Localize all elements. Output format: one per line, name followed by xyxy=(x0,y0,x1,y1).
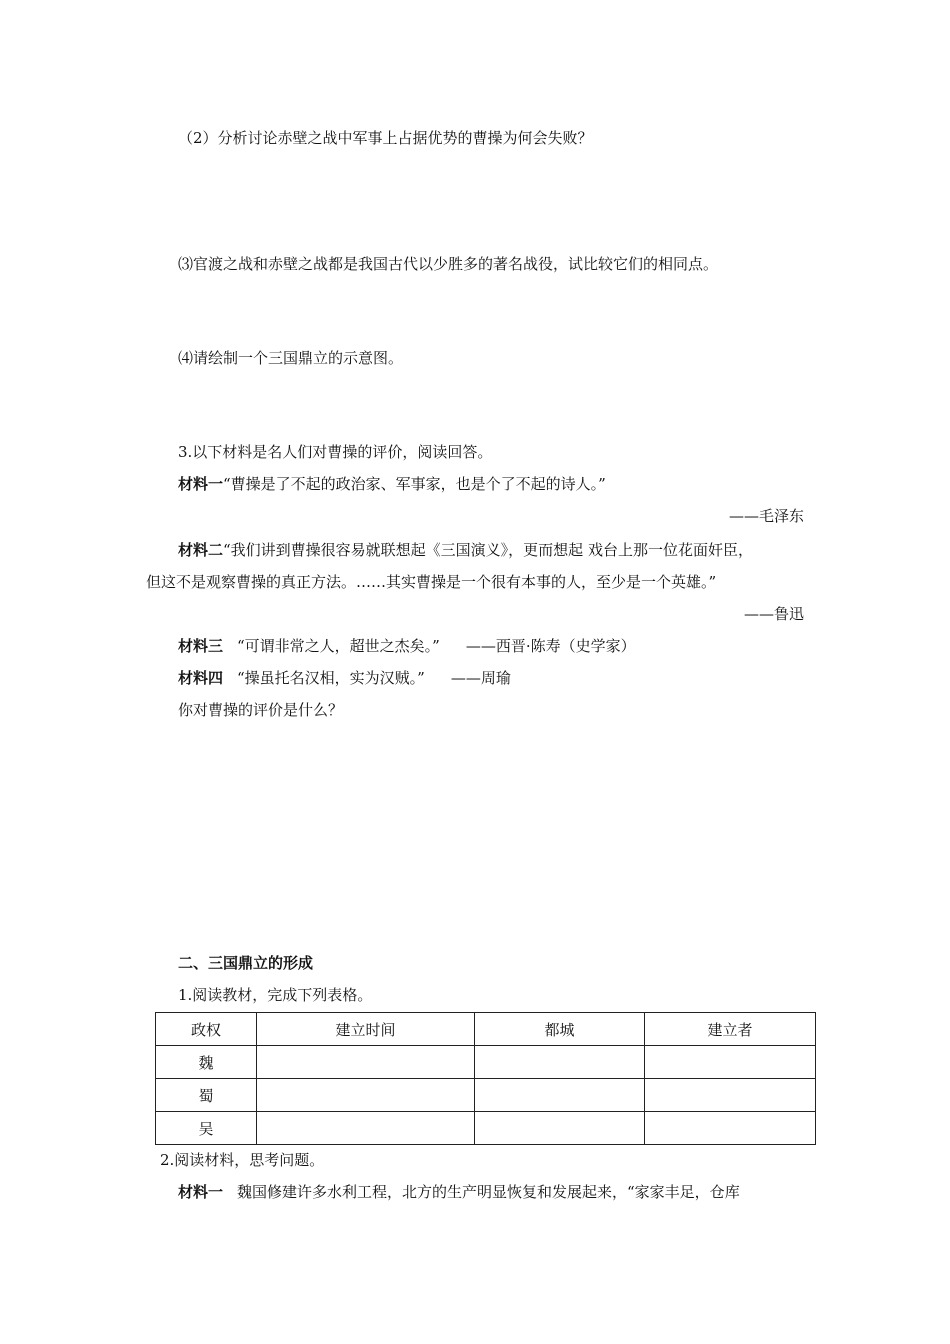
question-4: ⑷请绘制一个三国鼎立的示意图。 xyxy=(178,349,404,367)
material-4-label: 材料四 xyxy=(178,669,224,687)
table-cell-time[interactable] xyxy=(257,1079,475,1112)
material-1-label: 材料一 xyxy=(178,475,224,493)
material-3 xyxy=(178,636,636,656)
section-2-material-1-text: 魏国修建许多水利工程，北方的生产明显恢复和发展起来，“家家丰足，仓库 xyxy=(237,1183,740,1201)
material-2 xyxy=(178,540,753,560)
question-3: ⑶官渡之战和赤壁之战都是我国古代以少胜多的著名战役，试比较它们的相同点。 xyxy=(178,255,719,273)
material-2-label: 材料二 xyxy=(178,541,224,559)
material-2-text-a: “我们讲到曹操很容易就联想起《三国演义》，更而想起 戏台上那一位花面奸臣， xyxy=(223,541,753,559)
table-cell-founder[interactable] xyxy=(645,1079,816,1112)
table-cell-capital[interactable] xyxy=(475,1046,645,1079)
material-2-text-b: 但这不是观察曹操的真正方法。……其实曹操是一个很有本事的人，至少是一个英雄。” xyxy=(146,573,717,591)
table-cell-regime: 魏 xyxy=(156,1046,257,1079)
table-cell-time[interactable] xyxy=(257,1112,475,1145)
section-2-material-1-label: 材料一 xyxy=(178,1183,224,1201)
table-cell-founder[interactable] xyxy=(645,1046,816,1079)
evaluation-question: 你对曹操的评价是什么？ xyxy=(178,701,344,719)
material-2-source: ——鲁迅 xyxy=(743,605,804,623)
material-3-text: “可谓非常之人，超世之杰矣。” xyxy=(237,637,440,655)
material-4-source: ——周瑜 xyxy=(450,669,511,687)
table-cell-regime: 蜀 xyxy=(156,1079,257,1112)
table-header-cell: 都城 xyxy=(475,1013,645,1046)
material-1 xyxy=(178,474,606,494)
table-row xyxy=(156,1046,816,1079)
section-2-item-2: 2.阅读材料，思考问题。 xyxy=(160,1151,325,1169)
table-row xyxy=(156,1112,816,1145)
section-2-material-1 xyxy=(178,1182,740,1202)
table-cell-founder[interactable] xyxy=(645,1112,816,1145)
material-3-label: 材料三 xyxy=(178,637,224,655)
section-2-item-1: 1.阅读教材，完成下列表格。 xyxy=(178,986,373,1004)
three-kingdoms-table xyxy=(155,1012,816,1145)
material-1-text: “曹操是了不起的政治家、军事家，也是个了不起的诗人。” xyxy=(223,475,606,493)
table-cell-capital[interactable] xyxy=(475,1112,645,1145)
table-cell-time[interactable] xyxy=(257,1046,475,1079)
material-1-source: ——毛泽东 xyxy=(728,507,804,525)
material-4-text: “操虽托名汉相，实为汉贼。” xyxy=(237,669,425,687)
table-row xyxy=(156,1079,816,1112)
table-header-cell: 政权 xyxy=(156,1013,257,1046)
material-4 xyxy=(178,668,511,688)
table-header-cell: 建立时间 xyxy=(257,1013,475,1046)
section-2-heading: 二、三国鼎立的形成 xyxy=(178,954,314,972)
question-2: （2）分析讨论赤壁之战中军事上占据优势的曹操为何会失败？ xyxy=(178,129,593,147)
material-3-source: ——西晋·陈寿（史学家） xyxy=(465,637,636,655)
table-cell-regime: 吴 xyxy=(156,1112,257,1145)
table-header-row xyxy=(156,1013,816,1046)
table-header-cell: 建立者 xyxy=(645,1013,816,1046)
table-cell-capital[interactable] xyxy=(475,1079,645,1112)
item-3-title: 3.以下材料是名人们对曹操的评价，阅读回答。 xyxy=(178,443,493,461)
